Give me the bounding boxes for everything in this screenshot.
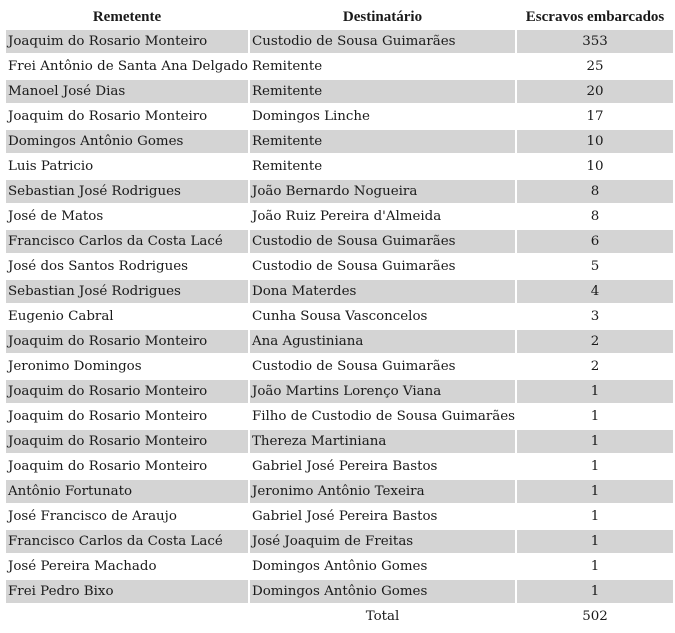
cell-sender: Joaquim do Rosario Monteiro [6, 455, 248, 478]
cell-sender: Joaquim do Rosario Monteiro [6, 330, 248, 353]
table-body [6, 30, 673, 603]
cell-sender: José Pereira Machado [6, 555, 248, 578]
cell-recipient: João Martins Lorenço Viana [250, 380, 515, 403]
cell-sender: José Francisco de Araujo [6, 505, 248, 528]
cell-sender: Sebastian José Rodrigues [6, 180, 248, 203]
cell-sender: Domingos Antônio Gomes [6, 130, 248, 153]
table-row [6, 480, 673, 503]
cell-recipient: Thereza Martiniana [250, 430, 515, 453]
cell-sender: José de Matos [6, 205, 248, 228]
total-label: Total [250, 605, 515, 628]
cell-recipient: Cunha Sousa Vasconcelos [250, 305, 515, 328]
cell-recipient: Gabriel José Pereira Bastos [250, 505, 515, 528]
slave-shipment-table [4, 5, 675, 630]
cell-slaves: 1 [517, 455, 673, 478]
table-row [6, 80, 673, 103]
table-row [6, 255, 673, 278]
table-row [6, 430, 673, 453]
cell-slaves: 5 [517, 255, 673, 278]
total-value: 502 [517, 605, 673, 628]
table-row [6, 30, 673, 53]
total-row [6, 605, 673, 628]
cell-slaves: 6 [517, 230, 673, 253]
cell-sender: Sebastian José Rodrigues [6, 280, 248, 303]
cell-recipient: Ana Agustiniana [250, 330, 515, 353]
cell-recipient: Custodio de Sousa Guimarães [250, 355, 515, 378]
cell-slaves: 4 [517, 280, 673, 303]
table-footer [6, 605, 673, 628]
cell-slaves: 10 [517, 130, 673, 153]
table-row [6, 205, 673, 228]
cell-sender: Joaquim do Rosario Monteiro [6, 380, 248, 403]
cell-slaves: 353 [517, 30, 673, 53]
cell-recipient: João Bernardo Nogueira [250, 180, 515, 203]
cell-recipient: Remitente [250, 80, 515, 103]
cell-sender: Luis Patricio [6, 155, 248, 178]
cell-recipient: Gabriel José Pereira Bastos [250, 455, 515, 478]
cell-slaves: 25 [517, 55, 673, 78]
table-row [6, 180, 673, 203]
table-row [6, 55, 673, 78]
table-row [6, 330, 673, 353]
table-row [6, 380, 673, 403]
cell-sender: Joaquim do Rosario Monteiro [6, 405, 248, 428]
cell-sender: Joaquim do Rosario Monteiro [6, 105, 248, 128]
cell-sender: Francisco Carlos da Costa Lacé [6, 230, 248, 253]
cell-sender: Joaquim do Rosario Monteiro [6, 430, 248, 453]
cell-slaves: 1 [517, 430, 673, 453]
cell-recipient: José Joaquim de Freitas [250, 530, 515, 553]
cell-sender: Frei Antônio de Santa Ana Delgado [6, 55, 248, 78]
cell-recipient: Domingos Linche [250, 105, 515, 128]
cell-recipient: Remitente [250, 55, 515, 78]
table-row [6, 155, 673, 178]
cell-recipient: Custodio de Sousa Guimarães [250, 230, 515, 253]
cell-sender: Jeronimo Domingos [6, 355, 248, 378]
cell-slaves: 8 [517, 205, 673, 228]
table-row [6, 305, 673, 328]
cell-recipient: Custodio de Sousa Guimarães [250, 255, 515, 278]
cell-sender: José dos Santos Rodrigues [6, 255, 248, 278]
cell-sender: Joaquim do Rosario Monteiro [6, 30, 248, 53]
cell-recipient: Remitente [250, 155, 515, 178]
header-recipient: Destinatário [342, 9, 423, 25]
cell-recipient: Domingos Antônio Gomes [250, 580, 515, 603]
cell-recipient: Custodio de Sousa Guimarães [250, 30, 515, 53]
cell-slaves: 17 [517, 105, 673, 128]
cell-recipient: Filho de Custodio de Sousa Guimarães [250, 405, 515, 428]
cell-slaves: 1 [517, 405, 673, 428]
cell-slaves: 20 [517, 80, 673, 103]
table-row [6, 555, 673, 578]
table-row [6, 455, 673, 478]
table-row [6, 105, 673, 128]
cell-slaves: 1 [517, 580, 673, 603]
cell-slaves: 1 [517, 555, 673, 578]
cell-recipient: Remitente [250, 130, 515, 153]
total-spacer [6, 605, 248, 628]
header-row [6, 7, 673, 28]
cell-slaves: 2 [517, 355, 673, 378]
table-row [6, 530, 673, 553]
cell-slaves: 1 [517, 380, 673, 403]
cell-slaves: 10 [517, 155, 673, 178]
cell-recipient: João Ruiz Pereira d'Almeida [250, 205, 515, 228]
table-row [6, 355, 673, 378]
table-row [6, 130, 673, 153]
cell-recipient: Domingos Antônio Gomes [250, 555, 515, 578]
table-header [6, 7, 673, 28]
table-row [6, 280, 673, 303]
cell-sender: Frei Pedro Bixo [6, 580, 248, 603]
cell-sender: Eugenio Cabral [6, 305, 248, 328]
cell-recipient: Jeronimo Antônio Texeira [250, 480, 515, 503]
cell-slaves: 1 [517, 505, 673, 528]
cell-slaves: 3 [517, 305, 673, 328]
table-row [6, 405, 673, 428]
header-slaves: Escravos embarcados [525, 9, 665, 25]
cell-slaves: 2 [517, 330, 673, 353]
header-sender: Remetente [92, 9, 162, 25]
cell-sender: Francisco Carlos da Costa Lacé [6, 530, 248, 553]
cell-sender: Antônio Fortunato [6, 480, 248, 503]
table-row [6, 505, 673, 528]
cell-slaves: 8 [517, 180, 673, 203]
cell-recipient: Dona Materdes [250, 280, 515, 303]
table-row [6, 580, 673, 603]
cell-slaves: 1 [517, 480, 673, 503]
cell-sender: Manoel José Dias [6, 80, 248, 103]
table-row [6, 230, 673, 253]
cell-slaves: 1 [517, 530, 673, 553]
